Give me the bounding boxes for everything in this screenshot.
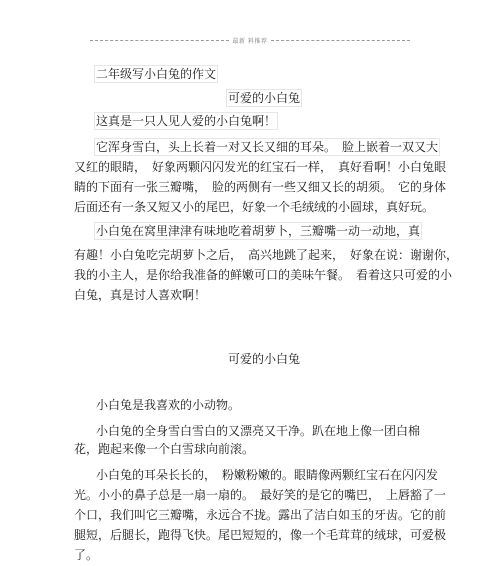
essay2-p2-line: 小白兔的全身雪白雪白的又漂亮又干净。趴在地上像一团白棉 <box>96 424 421 438</box>
essay2-p3-line: 小白兔的耳朵长长的， 粉嫩粉嫩的。眼睛像两颗红宝石在闪闪发 <box>96 468 439 482</box>
essay1-p2-line: 白兔，真是讨人喜欢啊！ <box>74 288 207 302</box>
essay2-p3-line: 了。 <box>74 548 99 562</box>
essay2-p3-line: 腿短，后腿长，跑得飞快。尾巴短短的，像一个毛茸茸的绒球，可爱极 <box>74 528 447 542</box>
essay2-p3-line: 个口，我们叫它三瓣嘴，永远合不拢。露出了洁白如玉的牙齿。它的前 <box>74 508 447 522</box>
essay1-title: 可爱的小白兔 <box>228 91 301 105</box>
essay1-p1-line: 后面还有一条又短又小的尾巴，好象一个毛绒绒的小圆球，真好玩。 <box>74 200 435 214</box>
essay2-title: 可爱的小白兔 <box>228 352 301 366</box>
essay2-p2-line: 花，跑起来像一个白雪球向前滚。 <box>74 442 255 456</box>
essay1-intro: 这真是一只人见人爱的小白兔啊！ <box>96 114 277 128</box>
essay1-p2-line: 有趣！小白兔吃完胡萝卜之后， 高兴地跳了起来， 好象在说：谢谢你， <box>74 248 459 262</box>
page-header <box>90 35 410 45</box>
essay1-p2-line: 我的小主人，是你给我准备的鲜嫩可口的美味午餐。 看着这只可爱的小 <box>74 268 453 282</box>
essay1-p1-line: 睛的下面有一张三瓣嘴， 脸的两侧有一些又细又长的胡须。 它的身体 <box>74 180 447 194</box>
header-rule-left <box>90 40 229 41</box>
essay1-p2-line: 小白兔在窝里津津有味地吃着胡萝卜，三瓣嘴一动一动地，真 <box>96 224 421 238</box>
essay2-p1: 小白兔是我喜欢的小动物。 <box>96 398 241 412</box>
essay1-p1-line: 它浑身雪白，头上长着一对又长又细的耳朵。 脸上嵌着一双又大 <box>96 140 439 154</box>
essay1-p1-line: 又红的眼睛， 好象两颗闪闪发光的红宝石一样， 真好看啊！小白兔眼 <box>74 160 447 174</box>
header-rule-right <box>271 40 410 41</box>
essay1-heading: 二年级写小白兔的作文 <box>96 67 217 81</box>
header-text: 最新 料推荐 <box>232 37 268 45</box>
essay2-p3-line: 光。小小的鼻子总是一扇一扇的。 最好笑的是它的嘴巴， 上唇豁了一 <box>74 488 447 502</box>
